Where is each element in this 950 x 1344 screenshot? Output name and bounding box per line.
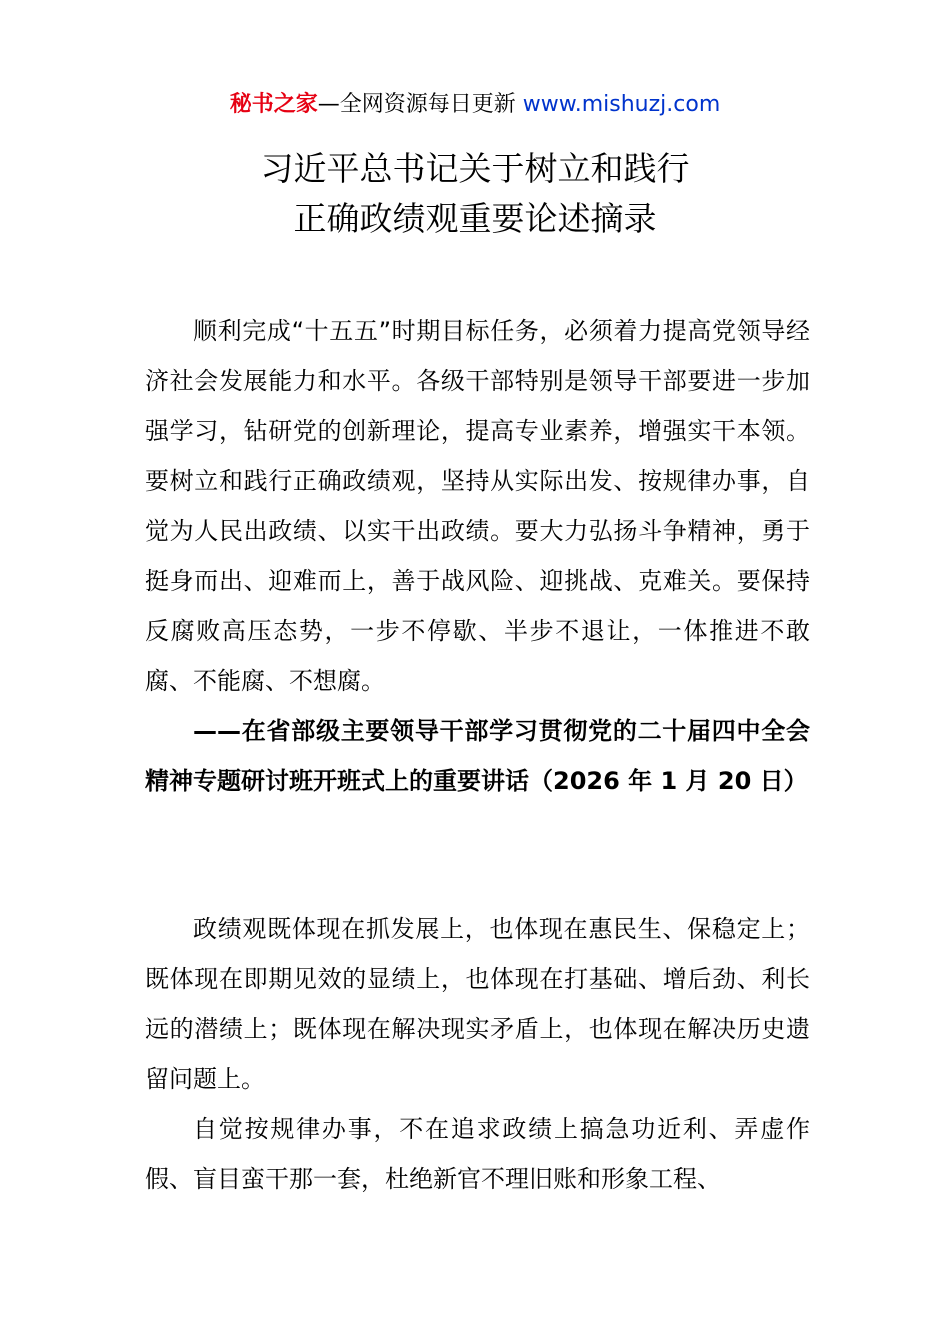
paragraph-3: 自觉按规律办事，不在追求政绩上搞急功近利、弄虚作假、盲目蛮干那一套，杜绝新官不理旧账和形象工程、 [145, 1115, 810, 1193]
site-url-link[interactable]: www.mishuzj.com [522, 92, 721, 117]
title-line-2: 正确政绩观重要论述摘录 [293, 199, 657, 238]
source-citation: ——在省部级主要领导干部学习贯彻党的二十届四中全会精神专题研讨班开班式上的重要讲话（2026 年 1 月 20 日） [145, 717, 810, 795]
site-brand: 秘书之家 [229, 92, 318, 117]
site-tagline: —全网资源每日更新 [317, 92, 523, 117]
document-title [0, 144, 950, 244]
site-header [0, 88, 950, 122]
title-line-1: 习近平总书记关于树立和践行 [260, 149, 690, 188]
paragraph-1: 顺利完成“十五五”时期目标任务，必须着力提高党领导经济社会发展能力和水平。各级干部特别是领导干部要进一步加强学习，钻研党的创新理论，提高专业素养，增强实干本领。要树立和践行正确政绩观，坚持从实际出发、按规律办事，自觉为人民出政绩、以实干出政绩。要大力弘扬斗争精神，勇于挺身而出、迎难而上，善于战风险、迎挑战、克难关。要保持反腐败高压态势，一步不停歇、半步不退让，一体推进不敢腐、不能腐、不想腐。 [145, 317, 810, 695]
paragraph-2: 政绩观既体现在抓发展上，也体现在惠民生、保稳定上；既体现在即期见效的显绩上，也体现在打基础、增后劲、利长远的潜绩上；既体现在解决现实矛盾上，也体现在解决历史遗留问题上。 [145, 915, 810, 1093]
